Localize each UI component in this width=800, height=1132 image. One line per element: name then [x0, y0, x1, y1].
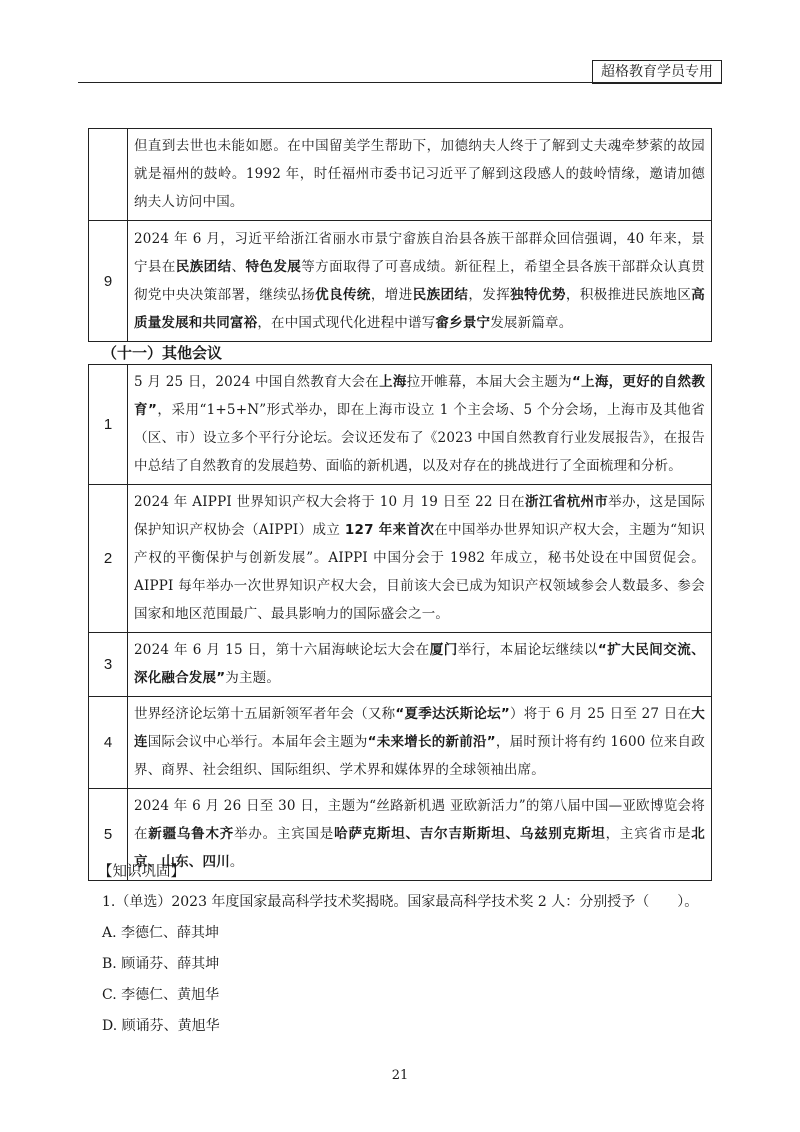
- row-number: 2: [89, 485, 128, 633]
- row-number: 9: [89, 221, 128, 342]
- body-text: 举行，本届论坛继续以: [457, 642, 598, 658]
- emphasis-text: 大连: [134, 706, 705, 750]
- header-rule: [78, 82, 722, 83]
- row-text: [128, 221, 712, 342]
- section-heading: （十一）其他会议: [102, 344, 223, 362]
- header-badge: 超格教育学员专用: [592, 60, 722, 84]
- row-number: 4: [89, 697, 128, 789]
- emphasis-text: “未来增长的新前沿”: [367, 734, 496, 750]
- emphasis-text: 哈萨克斯坦、吉尔吉斯斯坦、乌兹别克斯坦: [334, 826, 606, 842]
- body-text: 国际会议中心举行。本届年会主题为: [147, 734, 368, 750]
- body-text: 2024 年 6 月 26 日至 30 日，主题为“丝路新机遇 亚欧新活力”的第八届中国—亚欧博览会将在: [134, 798, 705, 842]
- row-number: 1: [89, 365, 128, 485]
- body-text: 5 月 25 日，2024 中国自然教育大会在: [134, 374, 380, 390]
- table-row: [89, 697, 712, 789]
- body-text: 。: [229, 854, 244, 870]
- body-text: ，采用“1+5+N”形式举办，即在上海市设立 1 个主会场、5 个分会场，上海市及其他省（区、市）设立多个平行分论坛。会议还发布了《2023 中国自然教育行业发展报告》，在报告中总结了自然教育的发展趋势、面临的新机遇，以及对存在的挑战进行了全面梳理和分析。: [134, 402, 705, 474]
- emphasis-text: 上海: [379, 374, 407, 390]
- row-number: [89, 129, 128, 221]
- body-text: ，届时预计将有约 1600 位来自政界、商界、社会组织、国际组织、学术界和媒体界的全球领袖出席。: [134, 734, 705, 778]
- emphasis-text: 民族团结: [175, 258, 232, 275]
- page-number: 21: [391, 1068, 409, 1083]
- table-row: [89, 129, 712, 221]
- row-text: [128, 485, 712, 633]
- row-text: [128, 129, 712, 221]
- option-c: C. 李德仁、黄旭华: [102, 987, 220, 1003]
- body-text: 、: [231, 258, 246, 275]
- body-text: ，主宾省市是: [605, 826, 692, 842]
- option-a: A. 李德仁、薛其坤: [102, 925, 220, 941]
- table-continued: [88, 128, 712, 342]
- body-text: 但直到去世也未能如愿。在中国留美学生帮助下，加德纳夫人终于了解到丈夫魂牵梦萦的故园就是福州的鼓岭。1992 年，时任福州市委书记习近平了解到这段感人的鼓岭情缘，邀请加德纳夫人访问中国。: [134, 138, 705, 210]
- emphasis-text: 畲乡景宁: [435, 314, 491, 331]
- body-text: 2024 年 AIPPI 世界知识产权大会将于 10 月 19 日至 22 日在: [134, 494, 526, 510]
- table-other-meetings: [88, 364, 712, 881]
- row-number: 3: [89, 633, 128, 697]
- question-stem: 1.（单选）2023 年度国家最高科学技术奖揭晓。国家最高科学技术奖 2 人：分别授予（ ）。: [102, 894, 699, 910]
- emphasis-text: 厦门: [429, 642, 458, 658]
- emphasis-text: “夏季达沃斯论坛”: [395, 706, 510, 722]
- emphasis-text: 127 年来首次: [344, 522, 435, 538]
- body-text: 为主题。: [225, 670, 281, 686]
- body-text: 世界经济论坛第十五届新领军者年会（又称: [134, 706, 396, 722]
- row-text: [128, 633, 712, 697]
- emphasis-text: 浙江省杭州市: [525, 494, 609, 510]
- review-heading: 【知识巩固】: [98, 864, 185, 880]
- body-text: 举办。主宾国是: [234, 826, 335, 842]
- body-text: 2024 年 6 月，习近平给浙江省丽水市景宁畲族自治县各族干部群众回信强调，40 年来，景宁县在: [134, 230, 705, 275]
- body-text: ）将于 6 月 25 日至 27 日在: [509, 706, 692, 722]
- table-row: [89, 485, 712, 633]
- body-text: 2024 年 6 月 15 日，第十六届海峡论坛大会在: [134, 642, 430, 658]
- body-text: ，增进: [370, 286, 413, 303]
- body-text: 等方面取得了可喜成绩。新征程上，希望全县各族干部群众认真贯彻党中央决策部署，继续弘扬: [134, 258, 705, 303]
- table-row: [89, 633, 712, 697]
- emphasis-text: 独特优势: [510, 286, 566, 303]
- body-text: ，积极推进民族地区: [565, 286, 692, 303]
- option-d: D. 顾诵芬、黄旭华: [102, 1018, 220, 1034]
- row-text: [128, 365, 712, 485]
- body-text: 发展新篇章。: [490, 314, 573, 331]
- body-text: 举办，这是国际保护知识产权协会（AIPPI）成立: [134, 494, 705, 538]
- emphasis-text: “扩大民间交流、深化融合发展”: [134, 642, 705, 686]
- row-text: [128, 789, 712, 881]
- table-row: [89, 365, 712, 485]
- row-number: 5: [89, 789, 128, 881]
- option-b: B. 顾诵芬、薛其坤: [102, 956, 220, 972]
- body-text: 拉开帷幕，本届大会主题为: [406, 374, 572, 390]
- emphasis-text: 高质量发展和共同富裕: [134, 286, 705, 331]
- emphasis-text: “上海，更好的自然教育”: [134, 374, 706, 418]
- table-row: [89, 221, 712, 342]
- emphasis-text: 民族团结: [412, 286, 469, 303]
- row-text: [128, 697, 712, 789]
- emphasis-text: 新疆乌鲁木齐: [148, 826, 235, 842]
- emphasis-text: 优良传统: [315, 286, 371, 303]
- emphasis-text: 北京、山东、四川: [134, 826, 705, 870]
- body-text: ，在中国式现代化进程中谱写: [257, 314, 436, 331]
- body-text: 在中国举办世界知识产权大会，主题为“知识产权的平衡保护与创新发展”。AIPPI 中国分会于 1982 年成立，秘书处设在中国贸促会。AIPPI 每年举办一次世界知识产权大会，目前该大会已成为知识产权领域参会人数最多、参会国家和地区范围最广、最具影响力的国际盛会之一。: [134, 522, 705, 622]
- emphasis-text: 特色发展: [245, 258, 302, 275]
- body-text: ，发挥: [468, 286, 511, 303]
